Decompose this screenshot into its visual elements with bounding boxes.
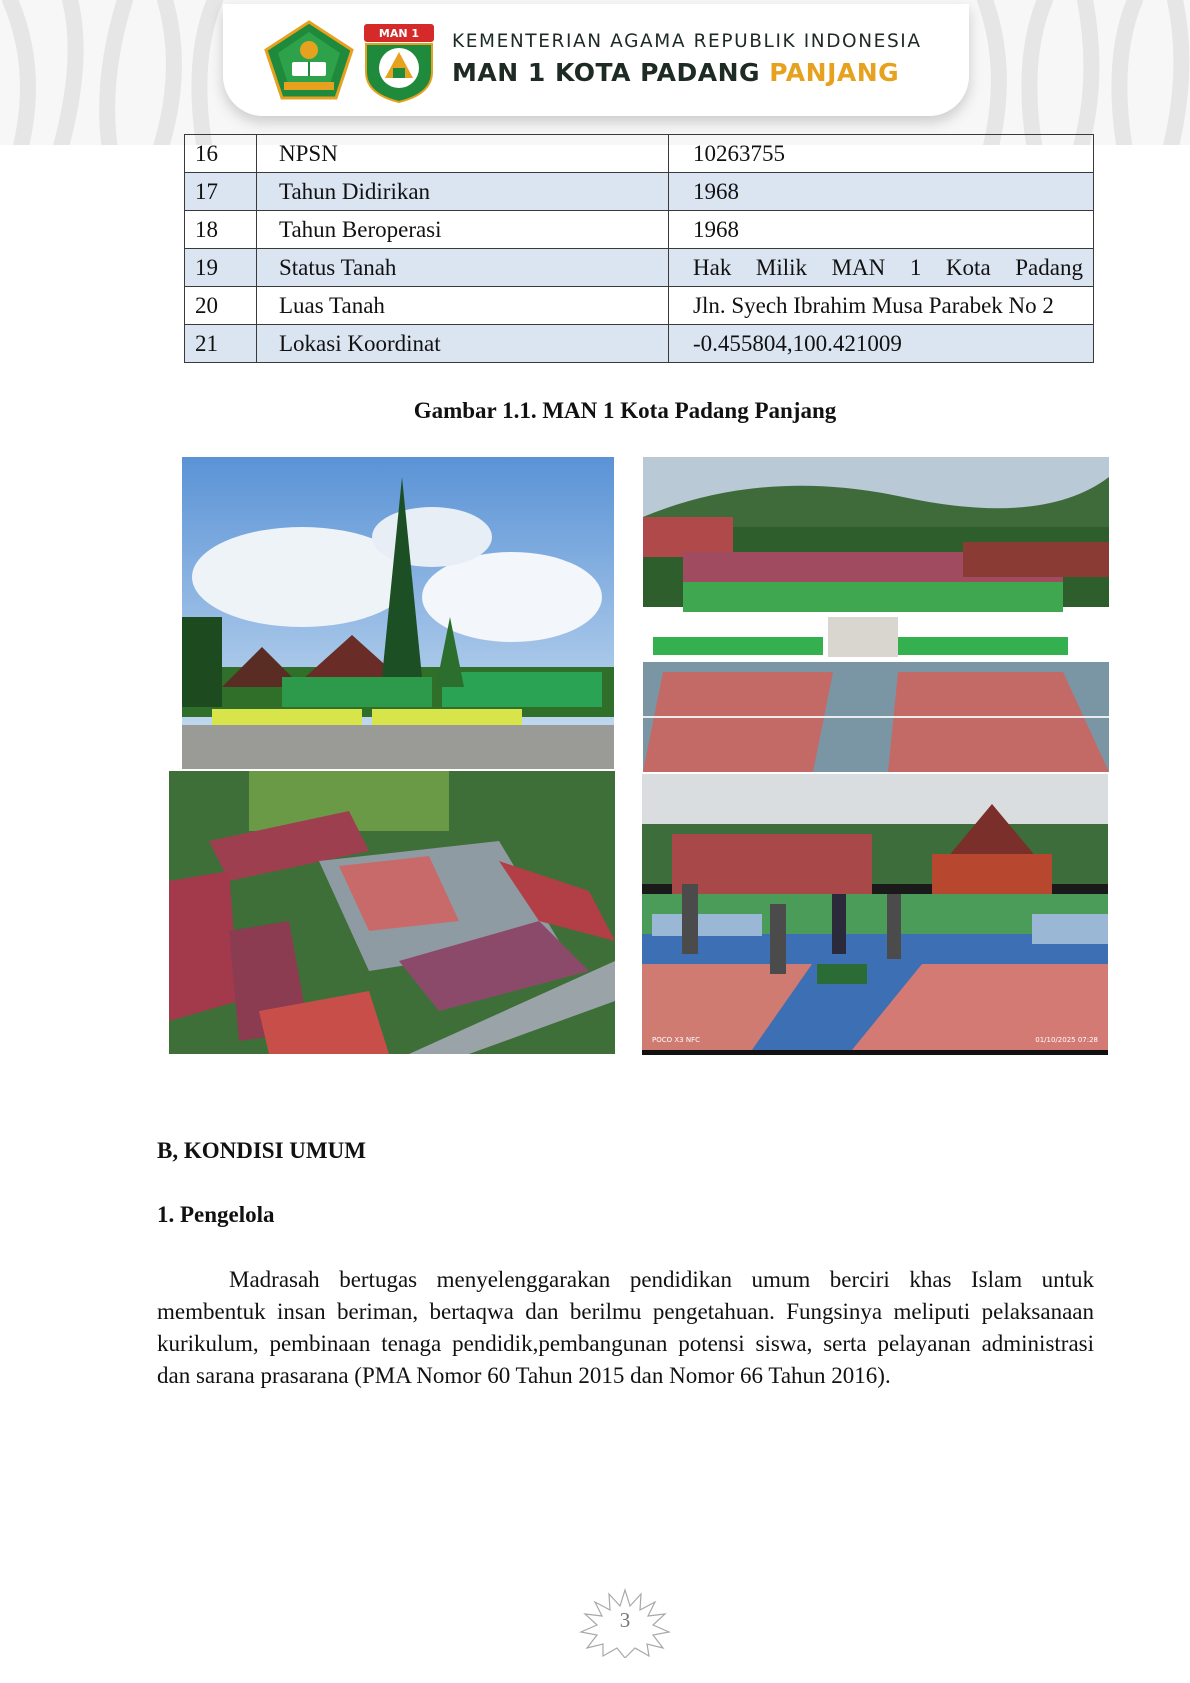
- kemenag-logo: [262, 20, 356, 100]
- subsection-title: 1. Pengelola: [157, 1202, 275, 1227]
- row-number: 18: [185, 211, 257, 249]
- status-tanah-value: [693, 255, 1083, 281]
- ministry-name: KEMENTERIAN AGAMA REPUBLIK INDONESIA: [452, 31, 922, 52]
- value-word: Padang: [1015, 254, 1083, 280]
- photo-flag-ceremony: [642, 774, 1108, 1055]
- table-row: [185, 211, 1094, 249]
- row-value: 10263755: [669, 135, 1094, 173]
- row-value: [669, 249, 1094, 287]
- page-number-badge: [577, 1588, 673, 1658]
- school-name-accent: PANJANG: [769, 58, 900, 87]
- paragraph-pengelola: [157, 1264, 1094, 1392]
- value-word: Kota: [945, 254, 991, 280]
- section-title: B, KONDISI UMUM: [157, 1138, 366, 1163]
- value-word: Milik: [755, 254, 808, 280]
- row-number: 21: [185, 325, 257, 363]
- row-number: 19: [185, 249, 257, 287]
- table-row: [185, 287, 1094, 325]
- row-number: 20: [185, 287, 257, 325]
- table-row: [185, 325, 1094, 363]
- table-row: [185, 135, 1094, 173]
- row-label: Tahun Beroperasi: [257, 211, 669, 249]
- paragraph-line: membentuk insan beriman, bertaqwa dan berilmu pengetahuan. Fungsinya meliputi pelaksanaan: [157, 1299, 1094, 1324]
- row-value: 1968: [669, 211, 1094, 249]
- paragraph-line: dan sarana prasarana (PMA Nomor 60 Tahun 2015 dan Nomor 66 Tahun 2016).: [157, 1363, 891, 1388]
- photo-school-entrance: [182, 457, 614, 769]
- man1-logo: [360, 22, 438, 104]
- photo-school-courtyard: [643, 457, 1109, 772]
- row-value: -0.455804,100.421009: [669, 325, 1094, 363]
- row-label: Luas Tanah: [257, 287, 669, 325]
- school-name: [452, 58, 952, 87]
- paragraph-line: Madrasah bertugas menyelenggarakan pendidikan umum berciri khas Islam untuk: [229, 1267, 1094, 1292]
- school-name-main: MAN 1 KOTA PADANG: [452, 58, 761, 87]
- paragraph-line: kurikulum, pembinaan tenaga pendidik,pembangunan potensi siswa, serta pelayanan administrasi: [157, 1331, 1094, 1356]
- camera-watermark: POCO X3 NFC: [652, 1036, 700, 1044]
- photo-aerial-view: [169, 771, 615, 1054]
- page-number: 3: [619, 1608, 631, 1632]
- row-value: 1968: [669, 173, 1094, 211]
- photo-timestamp: 01/10/2025 07:28: [1035, 1036, 1098, 1044]
- row-label: Tahun Didirikan: [257, 173, 669, 211]
- row-value: Jln. Syech Ibrahim Musa Parabek No 2: [669, 287, 1094, 325]
- svg-text:MAN 1: MAN 1: [378, 27, 420, 40]
- table-row: [185, 249, 1094, 287]
- row-label: Lokasi Koordinat: [257, 325, 669, 363]
- value-word: Hak: [693, 254, 732, 280]
- figure-caption: Gambar 1.1. MAN 1 Kota Padang Panjang: [413, 398, 837, 423]
- value-word: MAN: [831, 254, 886, 280]
- row-number: 17: [185, 173, 257, 211]
- row-label: Status Tanah: [257, 249, 669, 287]
- row-label: NPSN: [257, 135, 669, 173]
- row-number: 16: [185, 135, 257, 173]
- table-row: [185, 173, 1094, 211]
- value-word: 1: [909, 254, 922, 280]
- school-info-table: [184, 134, 1094, 363]
